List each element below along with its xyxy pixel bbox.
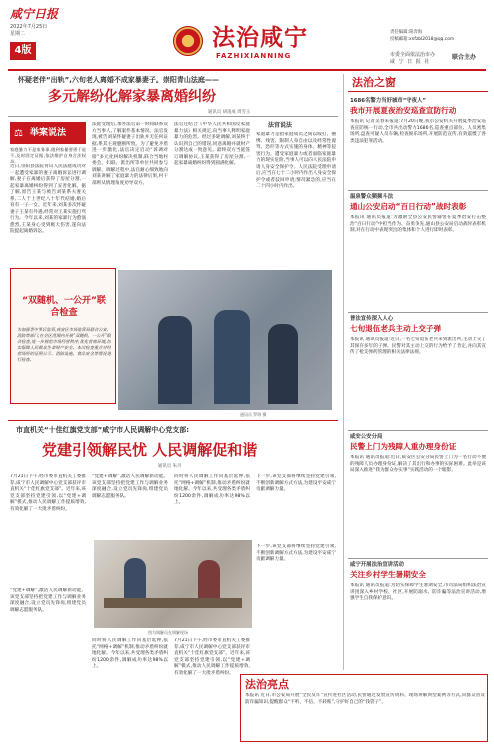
s2-text: 本报讯 通讯员报道:为激励全县公安民警辅警在夏季治安打击整治“百日行动”中担当作为、奋勇争先,通山县公安局启动战时表彰机制,对在行动中表现突出的集体和个人进行即时表彰。 [350, 215, 486, 234]
photo-figure-right [268, 324, 298, 404]
party-byline: 通讯员 朱丹 [158, 464, 182, 469]
lead-headline: 多元解纷化解家暴离婚纠纷 [48, 89, 216, 105]
lead-divider [8, 116, 338, 117]
learn-badge [10, 122, 86, 144]
party-headline: 党建引领解民忧 人民调解促和谐 [42, 441, 258, 459]
footer-box [240, 674, 488, 742]
scales-icon: ⚖ [14, 128, 23, 139]
s4-title: 民警上门为残障人重办理身份证 [350, 442, 457, 451]
s2-title: 通山公安启动“百日行动”战时表彰 [350, 202, 467, 211]
s2-rule [348, 312, 488, 313]
section-seal-icon [173, 26, 203, 56]
s3-title: 七旬退伍老兵主动上交子弹 [350, 324, 442, 333]
party-photo-caption: 图为调解员在调解现场 [148, 630, 188, 635]
lead-kicker: 怀疑老伴“出轨”,六旬老人离婚不成家暴妻子。崇阳青山法庭—— [18, 76, 219, 84]
party-column-1-cont: “党建+调解”,激活人民调解新动能。该党支部坚持把党建工作与调解业务深度融合,设立党员先锋岗,组建党员调解志愿服务队。 [10, 588, 86, 613]
submission-email: 投稿邮箱:xnfzbl2018@qq.com [390, 37, 455, 42]
sidebar [348, 74, 488, 670]
learn-badge-label: 举案说法 [30, 128, 67, 138]
section-title: 法治咸宁 [212, 24, 308, 51]
party-column-4: 下一步,该党支部将继续坚持党建引领,不断创新调解方式方法,为建设平安咸宁贡献调解力量。 [256, 474, 336, 493]
s2-kicker: 温泉警众频频斗法 [350, 194, 394, 200]
s1-text: 本报讯 记者吴春来报道:7月20日晚,我市公安机关开展夏季治安巡查宣防统一行动,全市共出动警力1686名,巡查重点部位、人员密集场所,盘查可疑人员车辆,检查娱乐场所,开展防范宣传,有效震慑了各类违法犯罪活动。 [350, 119, 486, 144]
page-number-badge: 4版 [10, 42, 36, 60]
issue-date: 2022年7月25日 [10, 24, 48, 30]
masthead-rule [8, 69, 486, 71]
lead-story [8, 74, 338, 266]
learn-text: 家庭暴力不是家务事,遇到家暴要勇于说不,及时固定证据,依法维护自身合法权益。 [10, 147, 86, 163]
photo-figure-left [158, 316, 192, 404]
section-pinyin: FAZHIXIANNING [216, 52, 292, 60]
photo-table [104, 598, 242, 608]
photo-person-a [124, 558, 146, 598]
s3-kicker: 普法宣传深入人心 [350, 316, 394, 322]
sponsor-tag: 联合主办 [452, 54, 477, 61]
sidebar-label: 法治之窗 [352, 76, 396, 89]
footer-text: 本报讯 近日,市公安局开展“全民反诈”宣传进社区活动,民警通过发放宣传资料、现场讲解典型案例等方式,向群众普及防诈骗知识,提醒群众“不听、不信、不转账”,守护好自己的“钱袋子”。 [245, 693, 485, 705]
s1-title: 我市开展夏夜治安巡查宣防行动 [350, 106, 457, 115]
party-column-2-cont: 同时将人民调解工作向基层延伸,依托“网格+调解”机制,推动矛盾纠纷就地化解。今年以来,共受理各类矛盾纠纷1200余件,调解成功率达98%以上。 [92, 638, 168, 670]
party-top-rule [8, 420, 338, 421]
party-column-2: “党建+调解”,激活人民调解新动能。该党支部坚持把党建工作与调解业务深度融合,设立党员先锋岗,组建党员调解志愿服务队。 [92, 474, 168, 499]
masthead [0, 0, 494, 70]
mediation-photo [94, 540, 252, 628]
lead-byline: 通讯员 胡凌成 周雪玉 [208, 110, 251, 115]
party-column-4-cont: 下一步,该党支部将继续坚持党建引领,不断创新调解方式方法,为建设平安咸宁贡献调解力量。 [256, 544, 336, 563]
sponsor-line-2: 咸 宁 日 报 社 [390, 59, 431, 65]
lead-subhead: 法官说法 [268, 122, 293, 129]
inspection-photo [118, 270, 332, 410]
s3-text: 本报讯 通讯员报道:近日,一名七旬退伍老兵来到派出所,主动上交了其保存多年的子弹。民警对其主动上交的行为给予了肯定,并向其宣传了枪支弹药管理的相关法律法规。 [350, 337, 486, 356]
promo-photo-caption: 通讯员 罗海 摄 [240, 412, 267, 417]
promo-text: 为加强事中事后监管,咸安区市场监管局联合公安、消防等部门,在全区范围内开展“双随机、一公开”联合检查,进一步规范市场经营秩序,优化营商环境,切实保障人民群众生命财产安全。本次检查重点对经营场所的证照公示、消防设施、食品安全等情况进行检查。 [17, 327, 111, 362]
s5-text: 本报讯 通讯员报道:为切实保障学生暑期安全,市司法局组织法治宣讲团深入乡村学校、社区,开展防溺水、防诈骗等法治宣讲活动,增强学生自我保护意识。 [350, 583, 486, 602]
sidebar-divider [343, 74, 344, 670]
s5-title: 关注乡村学生暑期安全 [350, 570, 426, 579]
newspaper-logo: 咸宁日报 [10, 7, 59, 21]
party-column-3-cont: 7月21日下午,经市委市直机关工委推荐,咸宁市人民调解中心党支部获评市直机关“十佳红旗党支部”。近年来,该党支部坚持党建引领,以“党建+调解”模式,推动人民调解工作提质增效,有效化解了一大批矛盾纠纷。 [174, 638, 250, 676]
lead-column-3: 法官还结合《中华人民共和国反家庭暴力法》相关规定,向当事人释明家庭暴力的危害。经过多轮调解,刘某终于认识到自己的错误,同意离婚并就财产分割达成一致意见。最终双方当庭签订调解协议,王某获得了房屋分割,一起家暴离婚纠纷得到圆满化解。 [174, 122, 250, 167]
sidebar-label-box [348, 74, 488, 92]
sponsor-line-1: 市委全面依法治市办 [390, 52, 436, 58]
s1-kicker: 1686名警力当好城市“守夜人” [350, 98, 426, 104]
footer-label: 法治亮点 [245, 678, 289, 691]
s1-rule [348, 190, 488, 191]
photo-person-b [198, 560, 220, 598]
s3-rule [348, 430, 488, 431]
photo-figure-mid [214, 310, 250, 404]
party-kicker: 市直机关“十佳红旗党支部”咸宁市人民调解中心党支部: [16, 426, 189, 434]
lead-column-2: 法庭受理后,承办法官第一时间联系双方当事人,了解案件基本情况。法官发现,被告刘某怀疑妻子出轨并无任何证据,系其主观臆断所致。为了避免矛盾进一步激化,法官决定启动“诉调对接”多元化纠纷解决机制,联合当地村委会、妇联、派出所等单位共同参与调解。调解过程中,法官耐心细致地向刘某讲解了家庭暴力的法律后果,村干部则从情理角度劝导双方。 [92, 122, 168, 186]
promo-box [10, 268, 116, 404]
s4-rule [348, 558, 488, 559]
lead-column-4: 家庭暴力是指家庭成员之间以殴打、捆绑、残害、限制人身自由以及经常性谩骂、恐吓等方式实施的身体、精神等侵害行为。遭受家庭暴力或者面临家庭暴力的现实危险,当事人可以向人民法院申请人身安全保护令。人民法院受理申请后,应当在七十二小时内作出人身安全保护令或者驳回申请;情况紧急的,应当在二十四小时内作出。 [256, 132, 336, 190]
issue-weekday: 星期二 [10, 31, 26, 37]
party-column-1: 7月21日下午,经市委市直机关工委推荐,咸宁市人民调解中心党支部获评市直机关“十佳红旗党支部”。近年来,该党支部坚持党建引领,以“党建+调解”模式,推动人民调解工作提质增效,有效化解了一大批矛盾纠纷。 [10, 474, 86, 512]
s4-kicker: 咸安公安分局 [350, 434, 383, 440]
party-column-3: 同时将人民调解工作向基层延伸,依托“网格+调解”机制,推动矛盾纠纷就地化解。今年以来,共受理各类矛盾纠纷1200余件,调解成功率达98%以上。 [174, 474, 250, 506]
lead-column-1: 近日,崇阳县法院青山人民法庭成功对一起遭受家暴的妻子离婚诉讼进行调解,妻子在离婚后获得了房屋分割,一起家暴离婚纠纷得到了妥善化解。据了解,原告王某与被告刘某系夫妻关系,二人于上世纪八十年代结婚,婚后育有一子一女。近年来,刘某多次怀疑妻子王某有外遇,经常对王某实施打骂行为。今年以来,刘某的家暴行为愈演愈烈,王某身心受到极大伤害,遂向法院提起离婚诉讼。 [10, 164, 86, 235]
s4-text: 本报讯 通讯员报道:近日,咸安区公安分局民警上门为一名行动不便的残障人员办理身份证,解决了其出行和办事的实际困难。此举是该局深入推进“我为群众办实事”实践活动的一个缩影。 [350, 455, 486, 474]
editor-credit: 责任编辑:简奔海 [390, 30, 423, 35]
s5-kicker: 咸宁开展法治宣讲活动 [350, 562, 404, 568]
promo-title: “双随机、一公开”联合检查 [22, 296, 106, 319]
